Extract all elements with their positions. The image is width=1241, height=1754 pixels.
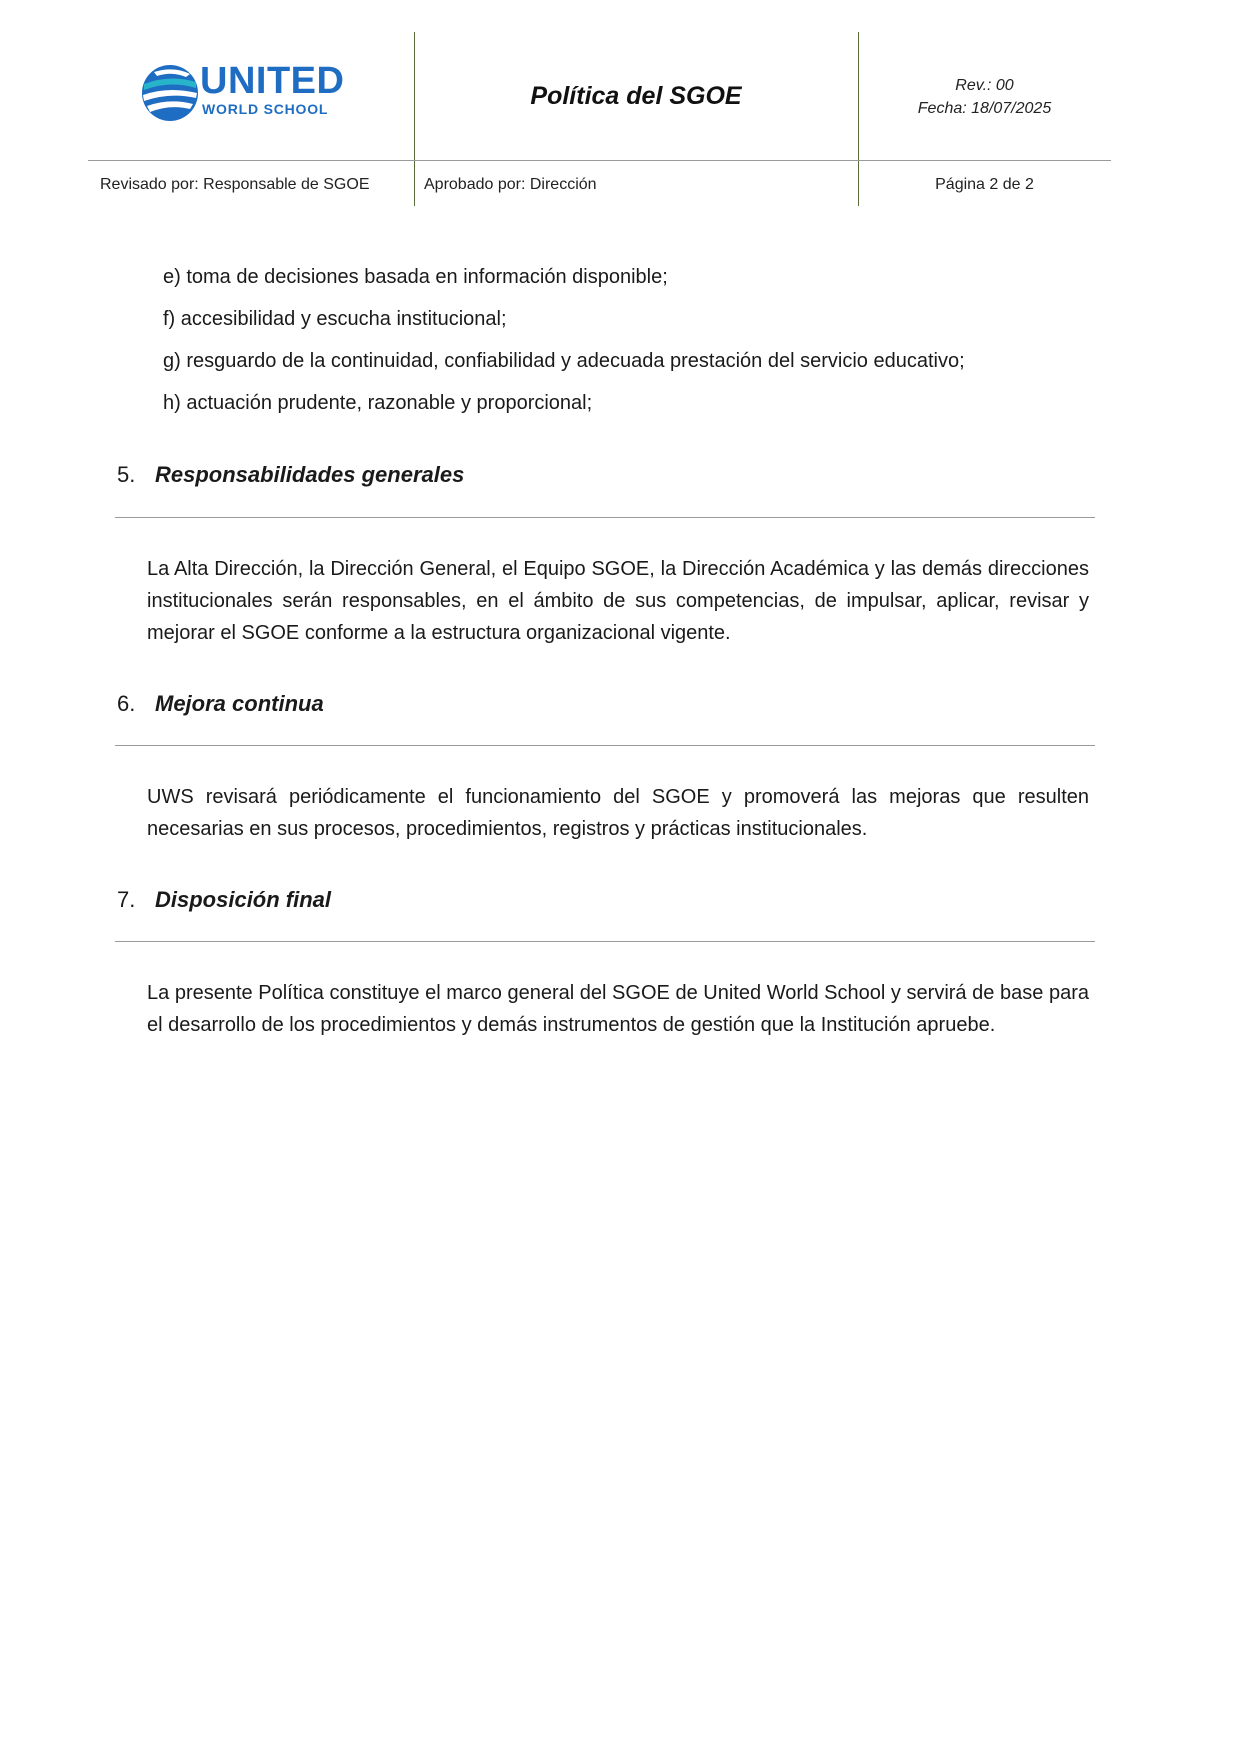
revision-block [858,74,1111,120]
section-title: Disposición final [155,887,332,912]
list-item: f) accesibilidad y escucha institucional; [163,308,507,330]
section-heading [117,462,464,488]
reviewed-by: Revisado por: Responsable de SGOE [100,176,370,193]
list-item: e) toma de decisiones basada en información disponible; [163,266,668,288]
approved-by: Aprobado por: Dirección [424,176,597,193]
section-number: 5. [117,462,136,487]
list-item: h) actuación prudente, razonable y proporcional; [163,392,593,414]
revision-date: Fecha: 18/07/2025 [917,100,1052,117]
section-rule [115,745,1095,746]
revision-number: Rev.: 00 [955,77,1014,94]
section-rule [115,517,1095,518]
section-paragraph: UWS revisará periódicamente el funcionamiento del SGOE y promoverá las mejoras que resulten necesarias en sus procesos, procedimientos, registros y prácticas institucionales. [147,786,1089,840]
section-rule [115,941,1095,942]
document-header [88,32,1111,206]
header-rule [88,160,1111,161]
logo-subtitle: WORLD SCHOOL [202,101,329,117]
list-item: g) resguardo de la continuidad, confiabilidad y adecuada prestación del servicio educativo; [163,350,965,372]
united-world-school-logo [140,60,360,128]
section-heading [117,887,331,913]
section-paragraph: La Alta Dirección, la Dirección General, el Equipo SGOE, la Dirección Académica y las demás direcciones institucionales serán responsables, en el ámbito de sus competencias, de impulsar, aplicar, revisar y mejorar el SGOE conforme a la estructura organizacional vigente. [147,558,1089,644]
section-number: 7. [117,887,136,912]
section-heading [117,691,324,717]
section-title: Responsabilidades generales [155,462,465,487]
document-title: Política del SGOE [530,82,742,110]
header-divider [414,32,415,206]
section-number: 6. [117,691,136,716]
globe-icon [140,62,200,124]
section-title: Mejora continua [155,691,324,716]
section-paragraph: La presente Política constituye el marco general del SGOE de United World School y servirá de base para el desarrollo de los procedimientos y demás instrumentos de gestión que la Institución apruebe. [147,982,1089,1036]
page-number: Página 2 de 2 [935,176,1034,193]
logo-wordmark: UNITED [200,60,345,102]
